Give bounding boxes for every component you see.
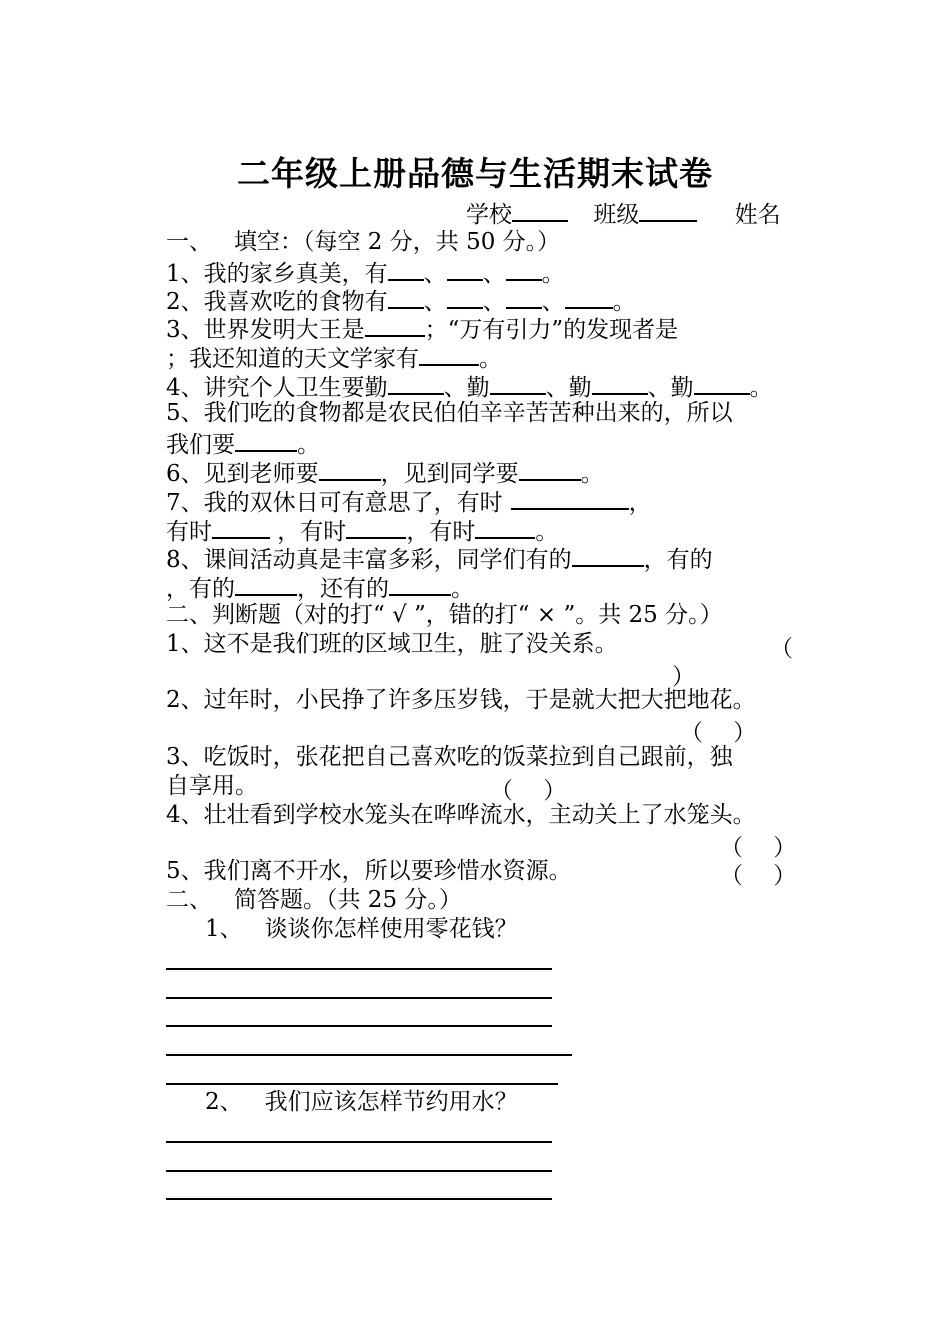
question-1-3-cont: ；我还知道的天文学家有 。 — [166, 342, 502, 374]
judge-answer-1-close[interactable]: ） — [672, 664, 695, 690]
answer-line[interactable] — [166, 968, 552, 970]
question-1-1: 1、我的家乡真美，有 、 、 。 — [166, 257, 565, 289]
short-answer-question-1: 1、 谈谈你怎样使用零花钱？ — [205, 916, 518, 942]
page-title: 二年级上册品德与生活期末试卷 — [237, 154, 713, 193]
school-label: 学校 — [466, 202, 512, 228]
answer-blank[interactable] — [519, 457, 581, 481]
answer-line[interactable] — [166, 1141, 552, 1143]
question-1-7-cont: 有时 ，有时 ，有时 。 — [166, 515, 558, 547]
answer-blank[interactable] — [475, 515, 535, 539]
answer-line[interactable] — [166, 1083, 558, 1085]
answer-blank[interactable] — [319, 457, 381, 481]
answer-line[interactable] — [166, 1054, 572, 1056]
answer-blank[interactable] — [419, 342, 479, 366]
judge-question-3: 3、吃饭时，张花把自己喜欢吃的饭菜拉到自己跟前，独 — [166, 744, 733, 770]
school-blank[interactable] — [512, 198, 568, 222]
student-info — [466, 196, 781, 229]
section2-heading: 二、判断题（对的打“ √ ”，错的打“ × ”。共 25 分。） — [166, 602, 723, 628]
question-1-6: 6、见到老师要 ，见到同学要 。 — [166, 457, 604, 489]
answer-blank[interactable] — [389, 572, 451, 596]
judge-answer-4[interactable]: （ ） — [720, 835, 797, 861]
answer-blank[interactable] — [388, 371, 444, 395]
name-label: 姓名 — [734, 202, 781, 228]
answer-blank[interactable] — [511, 486, 629, 510]
answer-blank[interactable] — [388, 285, 424, 309]
answer-line[interactable] — [166, 1170, 552, 1172]
answer-blank[interactable] — [592, 371, 648, 395]
question-1-4: 4、讲究个人卫生要勤 、勤 、勤 、勤 。 — [166, 371, 773, 403]
judge-answer-1-open[interactable]: （ — [770, 636, 793, 662]
question-1-2: 2、我喜欢吃的食物有 、 、 、 。 — [166, 285, 636, 317]
answer-blank[interactable] — [694, 371, 750, 395]
question-1-3: 3、世界发明大王是 ；“万有引力”的发现者是 — [166, 313, 678, 345]
answer-line[interactable] — [166, 1025, 552, 1027]
answer-blank[interactable] — [346, 515, 406, 539]
answer-blank[interactable] — [447, 285, 483, 309]
question-1-5: 5、我们吃的食物都是农民伯伯辛辛苦苦种出来的，所以 — [166, 400, 733, 426]
section3-heading: 二、 简答题。（共 25 分。） — [166, 887, 462, 913]
answer-blank[interactable] — [235, 428, 297, 452]
judge-answer-3[interactable]: （ ） — [490, 778, 567, 804]
answer-blank[interactable] — [565, 285, 613, 309]
answer-blank[interactable] — [212, 515, 270, 539]
answer-blank[interactable] — [388, 257, 424, 281]
answer-blank[interactable] — [490, 371, 546, 395]
answer-blank[interactable] — [235, 572, 297, 596]
answer-line[interactable] — [166, 997, 552, 999]
judge-answer-5[interactable]: （ ） — [720, 863, 797, 889]
question-1-7: 7、我的双休日可有意思了，有时 ， — [166, 486, 652, 518]
judge-question-3-cont: 自享用。 — [166, 773, 258, 799]
section1-heading: 一、 填空：（每空 2 分，共 50 分。） — [166, 229, 561, 255]
judge-question-5: 5、我们离不开水，所以要珍惜水资源。 — [166, 858, 572, 884]
judge-question-2: 2、过年时，小民挣了许多压岁钱，于是就大把大把地花。 — [166, 687, 756, 713]
class-blank[interactable] — [639, 198, 697, 222]
short-answer-question-2: 2、 我们应该怎样节约用水？ — [205, 1089, 518, 1115]
answer-blank[interactable] — [447, 257, 483, 281]
answer-line[interactable] — [166, 1198, 552, 1200]
question-1-5-cont: 我们要 。 — [166, 428, 320, 460]
answer-blank[interactable] — [572, 543, 644, 567]
question-1-8: 8、课间活动真是丰富多彩，同学们有的 ，有的 — [166, 543, 713, 575]
answer-blank[interactable] — [365, 313, 425, 337]
class-label: 班级 — [593, 202, 640, 228]
judge-question-1: 1、这不是我们班的区域卫生，脏了没关系。 — [166, 631, 618, 657]
judge-answer-2[interactable]: （ ） — [680, 720, 757, 746]
answer-blank[interactable] — [506, 257, 542, 281]
judge-question-4: 4、壮壮看到学校水笼头在哗哗流水，主动关上了水笼头。 — [166, 802, 756, 828]
question-1-8-cont: ，有的 ，还有的 。 — [166, 572, 474, 604]
answer-blank[interactable] — [506, 285, 542, 309]
